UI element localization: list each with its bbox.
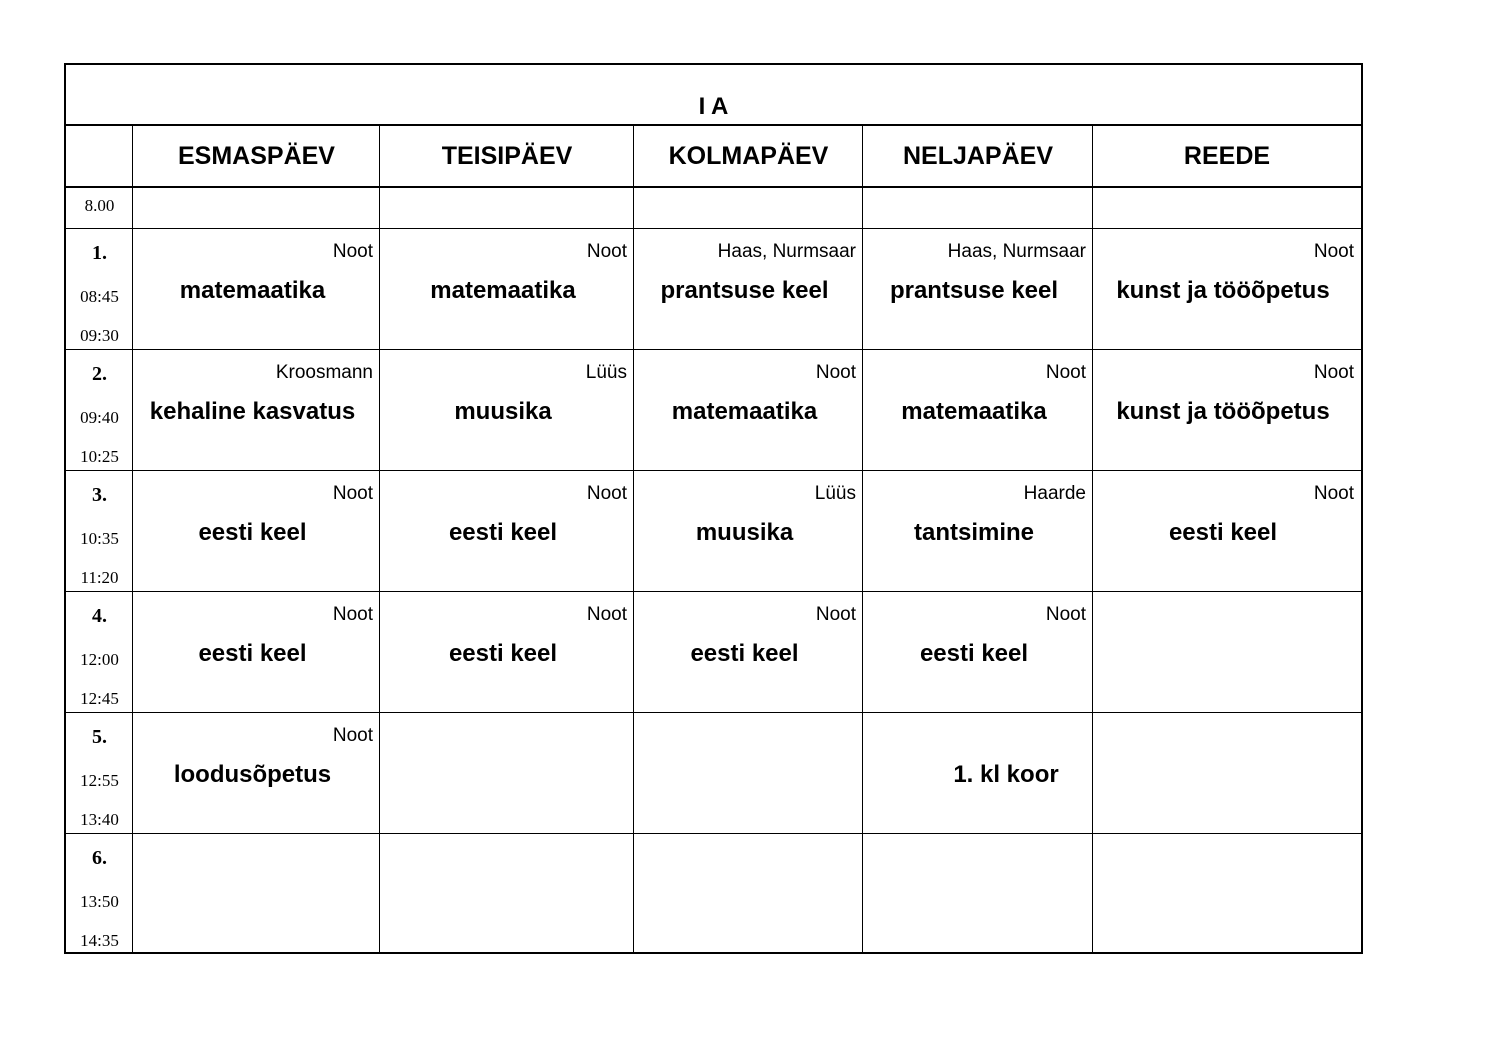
lesson-teacher: Lüüs [585, 362, 627, 383]
period-number: 4. [92, 605, 107, 627]
period-number: 3. [92, 484, 107, 506]
period-start-time: 12:55 [80, 771, 119, 790]
lesson-subject: eesti keel [448, 640, 558, 667]
period-start-time: 08:45 [80, 287, 119, 306]
period-number: 2. [92, 363, 107, 385]
lesson-teacher: Noot [586, 483, 627, 504]
lesson-teacher: Noot [815, 362, 856, 383]
period-end-time: 09:30 [80, 326, 119, 345]
day-header: KOLMAPÄEV [668, 141, 829, 170]
row-divider [66, 591, 1361, 592]
lesson-teacher: Haarde [1023, 483, 1086, 504]
period-end-time: 11:20 [80, 568, 119, 587]
pre-lesson-time: 8.00 [84, 196, 115, 215]
lesson-teacher: Noot [1313, 362, 1354, 383]
lesson-teacher: Noot [332, 483, 373, 504]
lesson-subject: eesti keel [448, 519, 558, 546]
lesson-subject: matemaatika [901, 398, 1047, 425]
period-start-time: 09:40 [80, 408, 119, 427]
lesson-teacher: Noot [332, 241, 373, 262]
period-number: 5. [92, 726, 107, 748]
lesson-teacher: Noot [1313, 483, 1354, 504]
lesson-subject: eesti keel [1168, 519, 1278, 546]
lesson-teacher: Noot [586, 241, 627, 262]
row-divider [66, 228, 1361, 229]
lesson-subject: muusika [454, 398, 552, 425]
lesson-subject: eesti keel [690, 640, 799, 667]
lesson-subject: matemaatika [671, 398, 818, 425]
row-divider [66, 349, 1361, 350]
day-header: ESMASPÄEV [178, 141, 335, 170]
period-start-time: 13:50 [80, 892, 119, 911]
lesson-subject: loodusõpetus [173, 761, 332, 788]
lesson-subject: kunst ja tööõpetus [1116, 398, 1330, 425]
lesson-teacher: Noot [1313, 241, 1354, 262]
lesson-subject: 1. kl koor [953, 761, 1059, 788]
lesson-subject: eesti keel [919, 640, 1029, 667]
lesson-teacher: Noot [332, 604, 373, 625]
period-number: 1. [92, 242, 107, 264]
period-number: 6. [92, 847, 107, 869]
lesson-subject: matemaatika [430, 277, 576, 304]
day-header: REEDE [1183, 141, 1271, 170]
lesson-teacher: Lüüs [814, 483, 856, 504]
day-header: NELJAPÄEV [902, 141, 1054, 170]
period-end-time: 12:45 [80, 689, 119, 708]
lesson-subject: kunst ja tööõpetus [1116, 277, 1330, 304]
lesson-teacher: Haas, Nurmsaar [947, 241, 1086, 262]
period-start-time: 10:35 [80, 529, 119, 548]
class-title: I A [698, 93, 729, 120]
lesson-subject: kehaline kasvatus [149, 398, 356, 425]
day-header: TEISIPÄEV [441, 141, 573, 170]
lesson-subject: eesti keel [198, 640, 307, 667]
lesson-teacher: Kroosmann [275, 362, 373, 383]
row-divider [66, 470, 1361, 471]
lesson-teacher: Noot [1045, 604, 1086, 625]
lesson-teacher: Noot [1045, 362, 1086, 383]
lesson-subject: prantsuse keel [889, 277, 1059, 304]
class-title-row [66, 65, 1361, 126]
lesson-teacher: Noot [815, 604, 856, 625]
lesson-teacher: Noot [332, 725, 373, 746]
timetable [64, 63, 1363, 954]
lesson-subject: muusika [695, 519, 794, 546]
lesson-teacher: Haas, Nurmsaar [717, 241, 856, 262]
lesson-subject: tantsimine [913, 519, 1035, 546]
period-start-time: 12:00 [80, 650, 119, 669]
period-end-time: 10:25 [80, 447, 119, 466]
row-divider [66, 712, 1361, 713]
lesson-subject: prantsuse keel [660, 277, 829, 304]
lesson-subject: matemaatika [179, 277, 326, 304]
row-divider [66, 833, 1361, 834]
header-divider [66, 186, 1361, 188]
period-end-time: 14:35 [80, 931, 119, 950]
lesson-teacher: Noot [586, 604, 627, 625]
period-end-time: 13:40 [80, 810, 119, 829]
lesson-subject: eesti keel [198, 519, 307, 546]
